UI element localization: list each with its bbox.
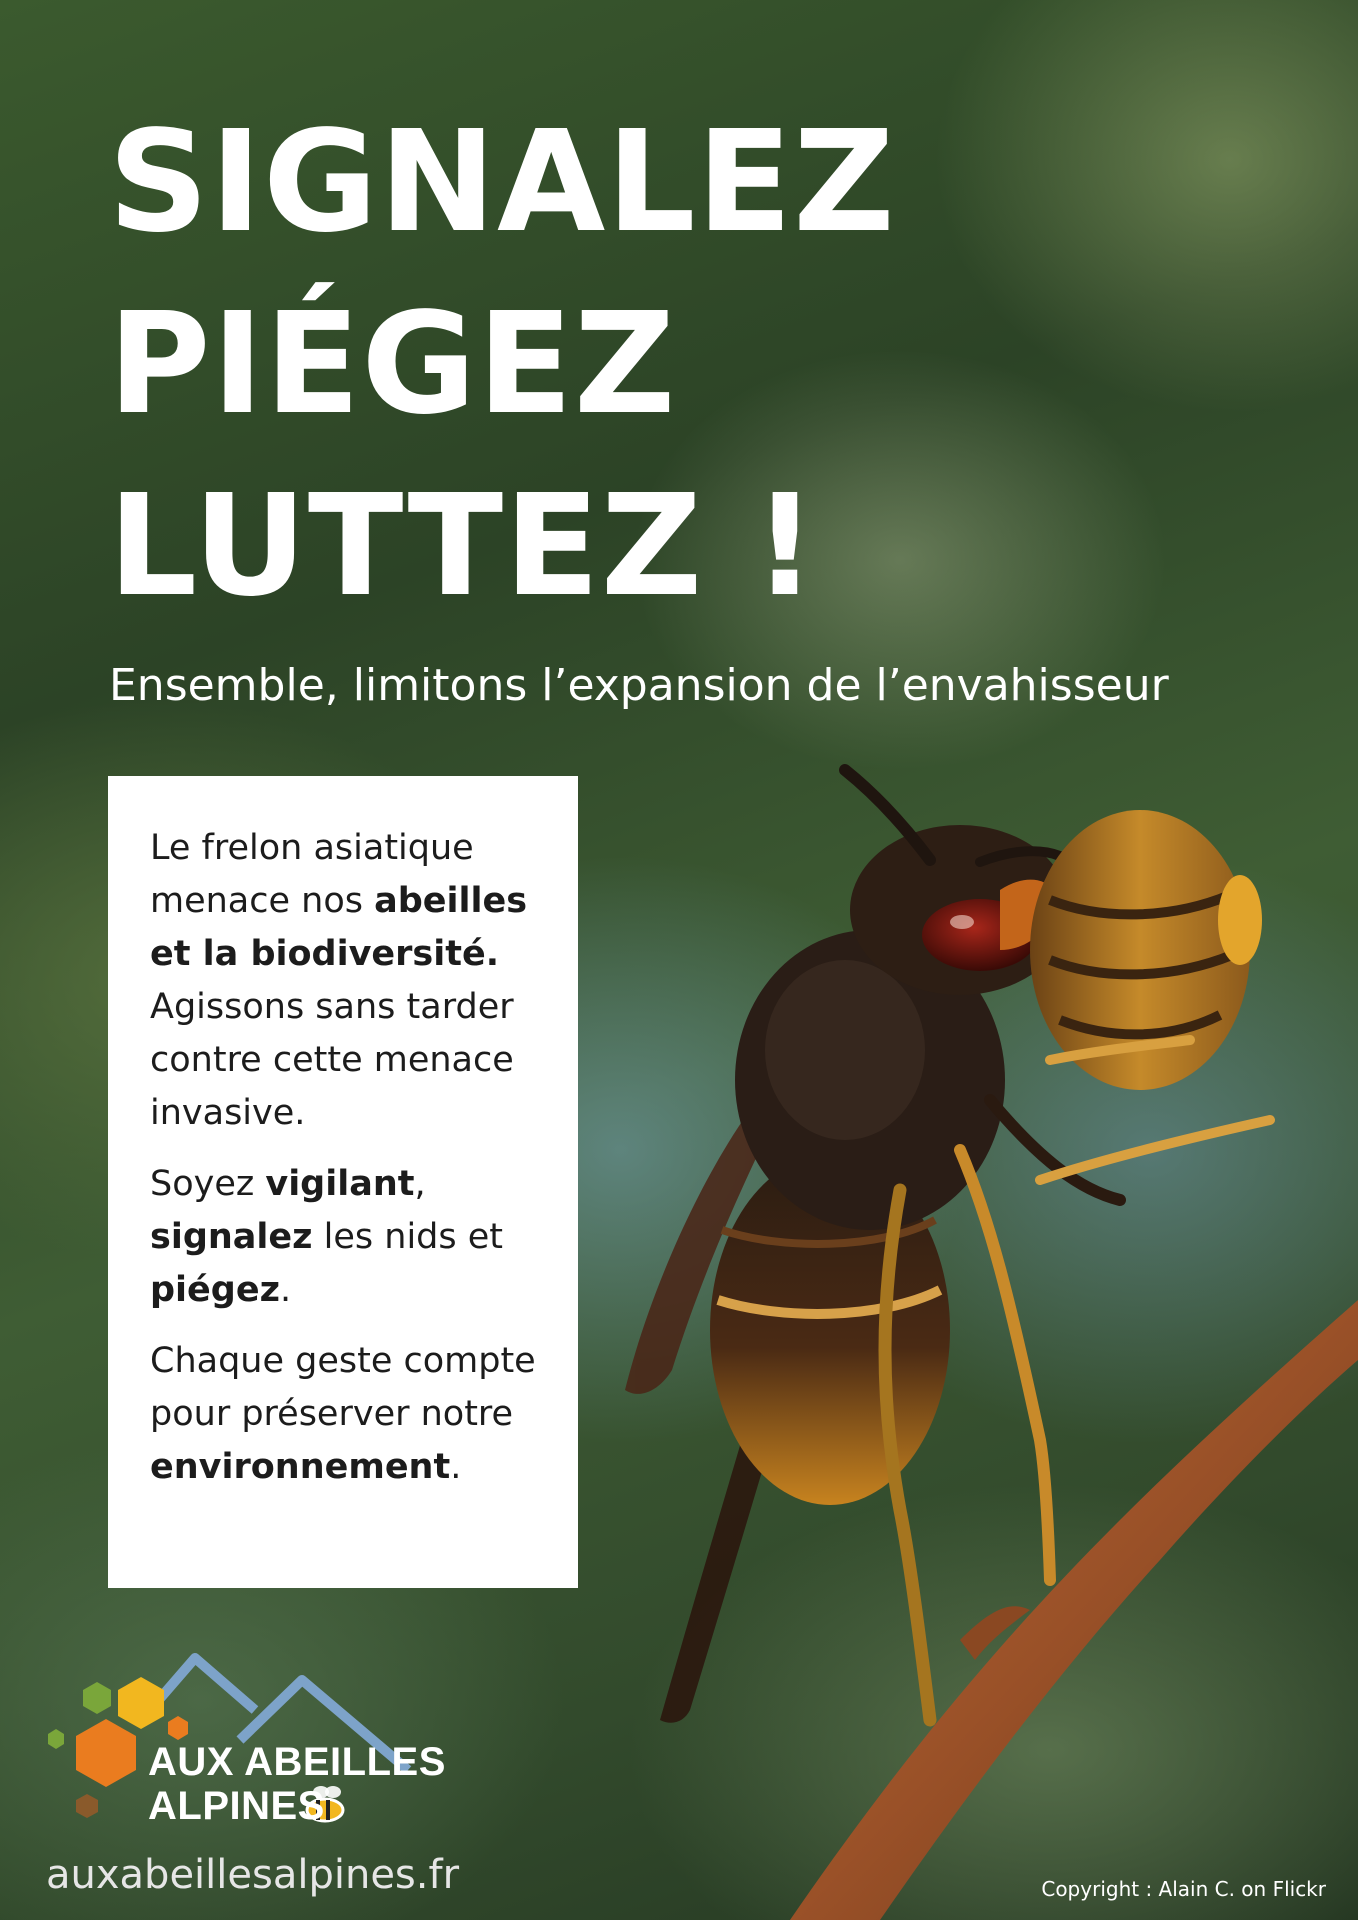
info-text: les nids et [312, 1217, 504, 1257]
info-text: Chaque geste compte pour préserver notre [150, 1341, 536, 1434]
info-card [108, 776, 578, 1588]
info-text: . [279, 1270, 292, 1310]
logo-line-1: AUX ABEILLES [148, 1740, 446, 1784]
logo-line-2: ALPINES [148, 1784, 325, 1828]
website-link[interactable]: auxabeillesalpines.fr [46, 1852, 460, 1898]
headline [108, 92, 896, 638]
info-emphasis: abeilles et la biodiversité. [150, 881, 528, 974]
info-text: Le frelon asiatique menace nos [150, 828, 474, 921]
info-text: Soyez [150, 1164, 266, 1204]
subtitle: Ensemble, limitons l’expansion de l’envahisseur [109, 660, 1169, 711]
info-emphasis: signalez [150, 1217, 313, 1257]
info-paragraph-1 [150, 822, 548, 1140]
info-text: . [450, 1447, 462, 1487]
headline-line-1: SIGNALEZ [108, 101, 896, 264]
info-paragraph-3 [150, 1335, 548, 1494]
info-text: Agissons sans tarder contre cette menace invasive. [150, 987, 514, 1133]
info-paragraph-2 [150, 1158, 548, 1317]
copyright-notice: Copyright : Alain C. on Flickr [1041, 1877, 1326, 1901]
info-emphasis: vigilant [265, 1164, 415, 1204]
info-emphasis: piégez [150, 1270, 280, 1310]
headline-line-2: PIÉGEZ [108, 283, 677, 446]
headline-line-3: LUTTEZ ! [108, 465, 818, 628]
info-text: , [414, 1164, 426, 1204]
logo-wordmark [148, 1740, 446, 1828]
info-emphasis: environnement [150, 1447, 451, 1487]
